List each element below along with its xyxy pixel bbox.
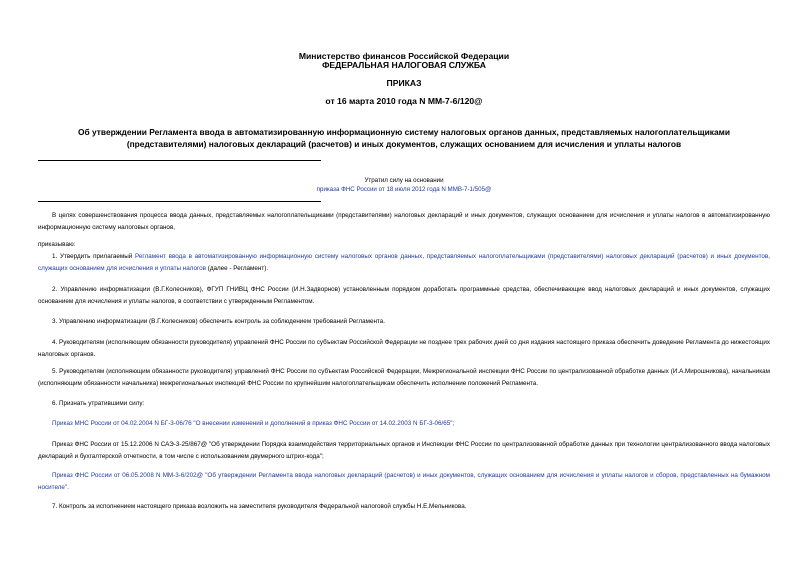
item-4: 4. Руководителям (исполняющим обязанности руководителя) управлений ФНС России по субъектам Российской Федерации не позднее трех рабочих дней со дня издания настоящего приказа обеспечить доведение Регламента до нижестоящих налоговых органов. <box>38 339 770 358</box>
service-name: ФЕДЕРАЛЬНАЯ НАЛОГОВАЯ СЛУЖБА <box>322 60 486 70</box>
document-title: Об утверждении Регламента ввода в автоматизированную информационную систему налоговых органов данных, представляемых налогоплательщиками (представителями) налоговых деклараций (расчетов) и иных документов, служащих основанием для исчисления и уплаты налогов <box>78 127 730 149</box>
item-3: 3. Управлению информатизации (В.Г.Колесников) обеспечить контроль за соблюдением требований Регламента. <box>52 318 385 325</box>
ministry-name: Министерство финансов Российской Федерации <box>298 51 510 61</box>
lost-force-link[interactable]: приказа ФНС России от 18 июля 2012 года N ММВ-7-1/505@ <box>316 186 492 193</box>
intro-paragraph: В целях совершенствования процесса ввода данных, представляемых налогоплательщиками (представителями) налоговых деклараций и иных документов, служащих основанием для исчисления и уплаты налогов в автоматизированную информационную систему налоговых органов, <box>38 212 770 231</box>
repeal-1 <box>38 418 770 430</box>
divider-top <box>38 160 321 161</box>
divider-bottom <box>38 201 321 202</box>
item-1-suffix: (далее - Регламент). <box>205 264 269 272</box>
item-2: 2. Управлению информатизации (В.Г.Колесников), ФГУП ГНИВЦ ФНС России (И.Н.Задворнов) установленным порядком доработать программные средства, обеспечивающие ввод налоговых деклараций и иных документов, служащих основанием для исчисления и уплаты налогов, в соответствии с утвержденным Регламентом. <box>38 286 770 305</box>
item-1 <box>38 251 770 274</box>
repeal-3-link[interactable]: Приказ ФНС России от 06.05.2008 N ММ-3-6/202@ "Об утверждении Регламента ввода налоговых деклараций (расчетов) и иных документов, служащих основанием для исчисления и уплаты налогов и сборов, представленных на бумажном носителе". <box>38 472 770 491</box>
lost-force-link-row <box>38 186 770 194</box>
item-5: 5. Руководителям (исполняющим обязанности руководителя) управлений ФНС России по субъектам Российской Федерации, Межрегиональной инспекции ФНС России по централизованной обработке данных (И.А.Мирошникова), начальникам (исполняющим обязанности начальника) межрегиональных инспекций ФНС России по крупнейшим налогоплательщикам обеспечить исполнение положений Регламента. <box>38 368 770 387</box>
item-6: 6. Признать утратившими силу: <box>52 400 145 407</box>
document-date-number: от 16 марта 2010 года N ММ-7-6/120@ <box>325 96 483 106</box>
document-type: ПРИКАЗ <box>386 78 422 88</box>
item-1-prefix: 1. Утвердить прилагаемый <box>52 253 135 260</box>
item-7: 7. Контроль за исполнением настоящего приказа возложить на заместителя руководителя Федеральной налоговой службы Н.Е.Мельникова. <box>52 503 467 510</box>
lost-force-note: Утратил силу на основании <box>364 177 444 184</box>
repeal-3 <box>38 470 770 493</box>
repeal-2: Приказ ФНС России от 15.12.2006 N САЭ-3-25/867@ "Об утверждении Порядка взаимодействия территориальных органов и Инспекции ФНС России по централизованной обработке данных при технологии централизованного ввода налоговых деклараций и бухгалтерской отчетности, в том числе с использованием двумерного штрих-кода"; <box>38 441 770 460</box>
repeal-1-link[interactable]: Приказ МНС России от 04.02.2004 N БГ-3-06/76 "О внесении изменений и дополнений в приказ ФНС России от 14.02.2003 N БГ-3-06/65"; <box>52 420 455 427</box>
regulation-link[interactable]: Регламент ввода в автоматизированную информационную систему налоговых органов данных, представляемых налогоплательщиками (представителями) налоговых деклараций (расчетов) и иных документов, служащих основанием для исчисления и уплаты налогов <box>38 253 770 272</box>
order-word: приказываю: <box>38 241 76 248</box>
